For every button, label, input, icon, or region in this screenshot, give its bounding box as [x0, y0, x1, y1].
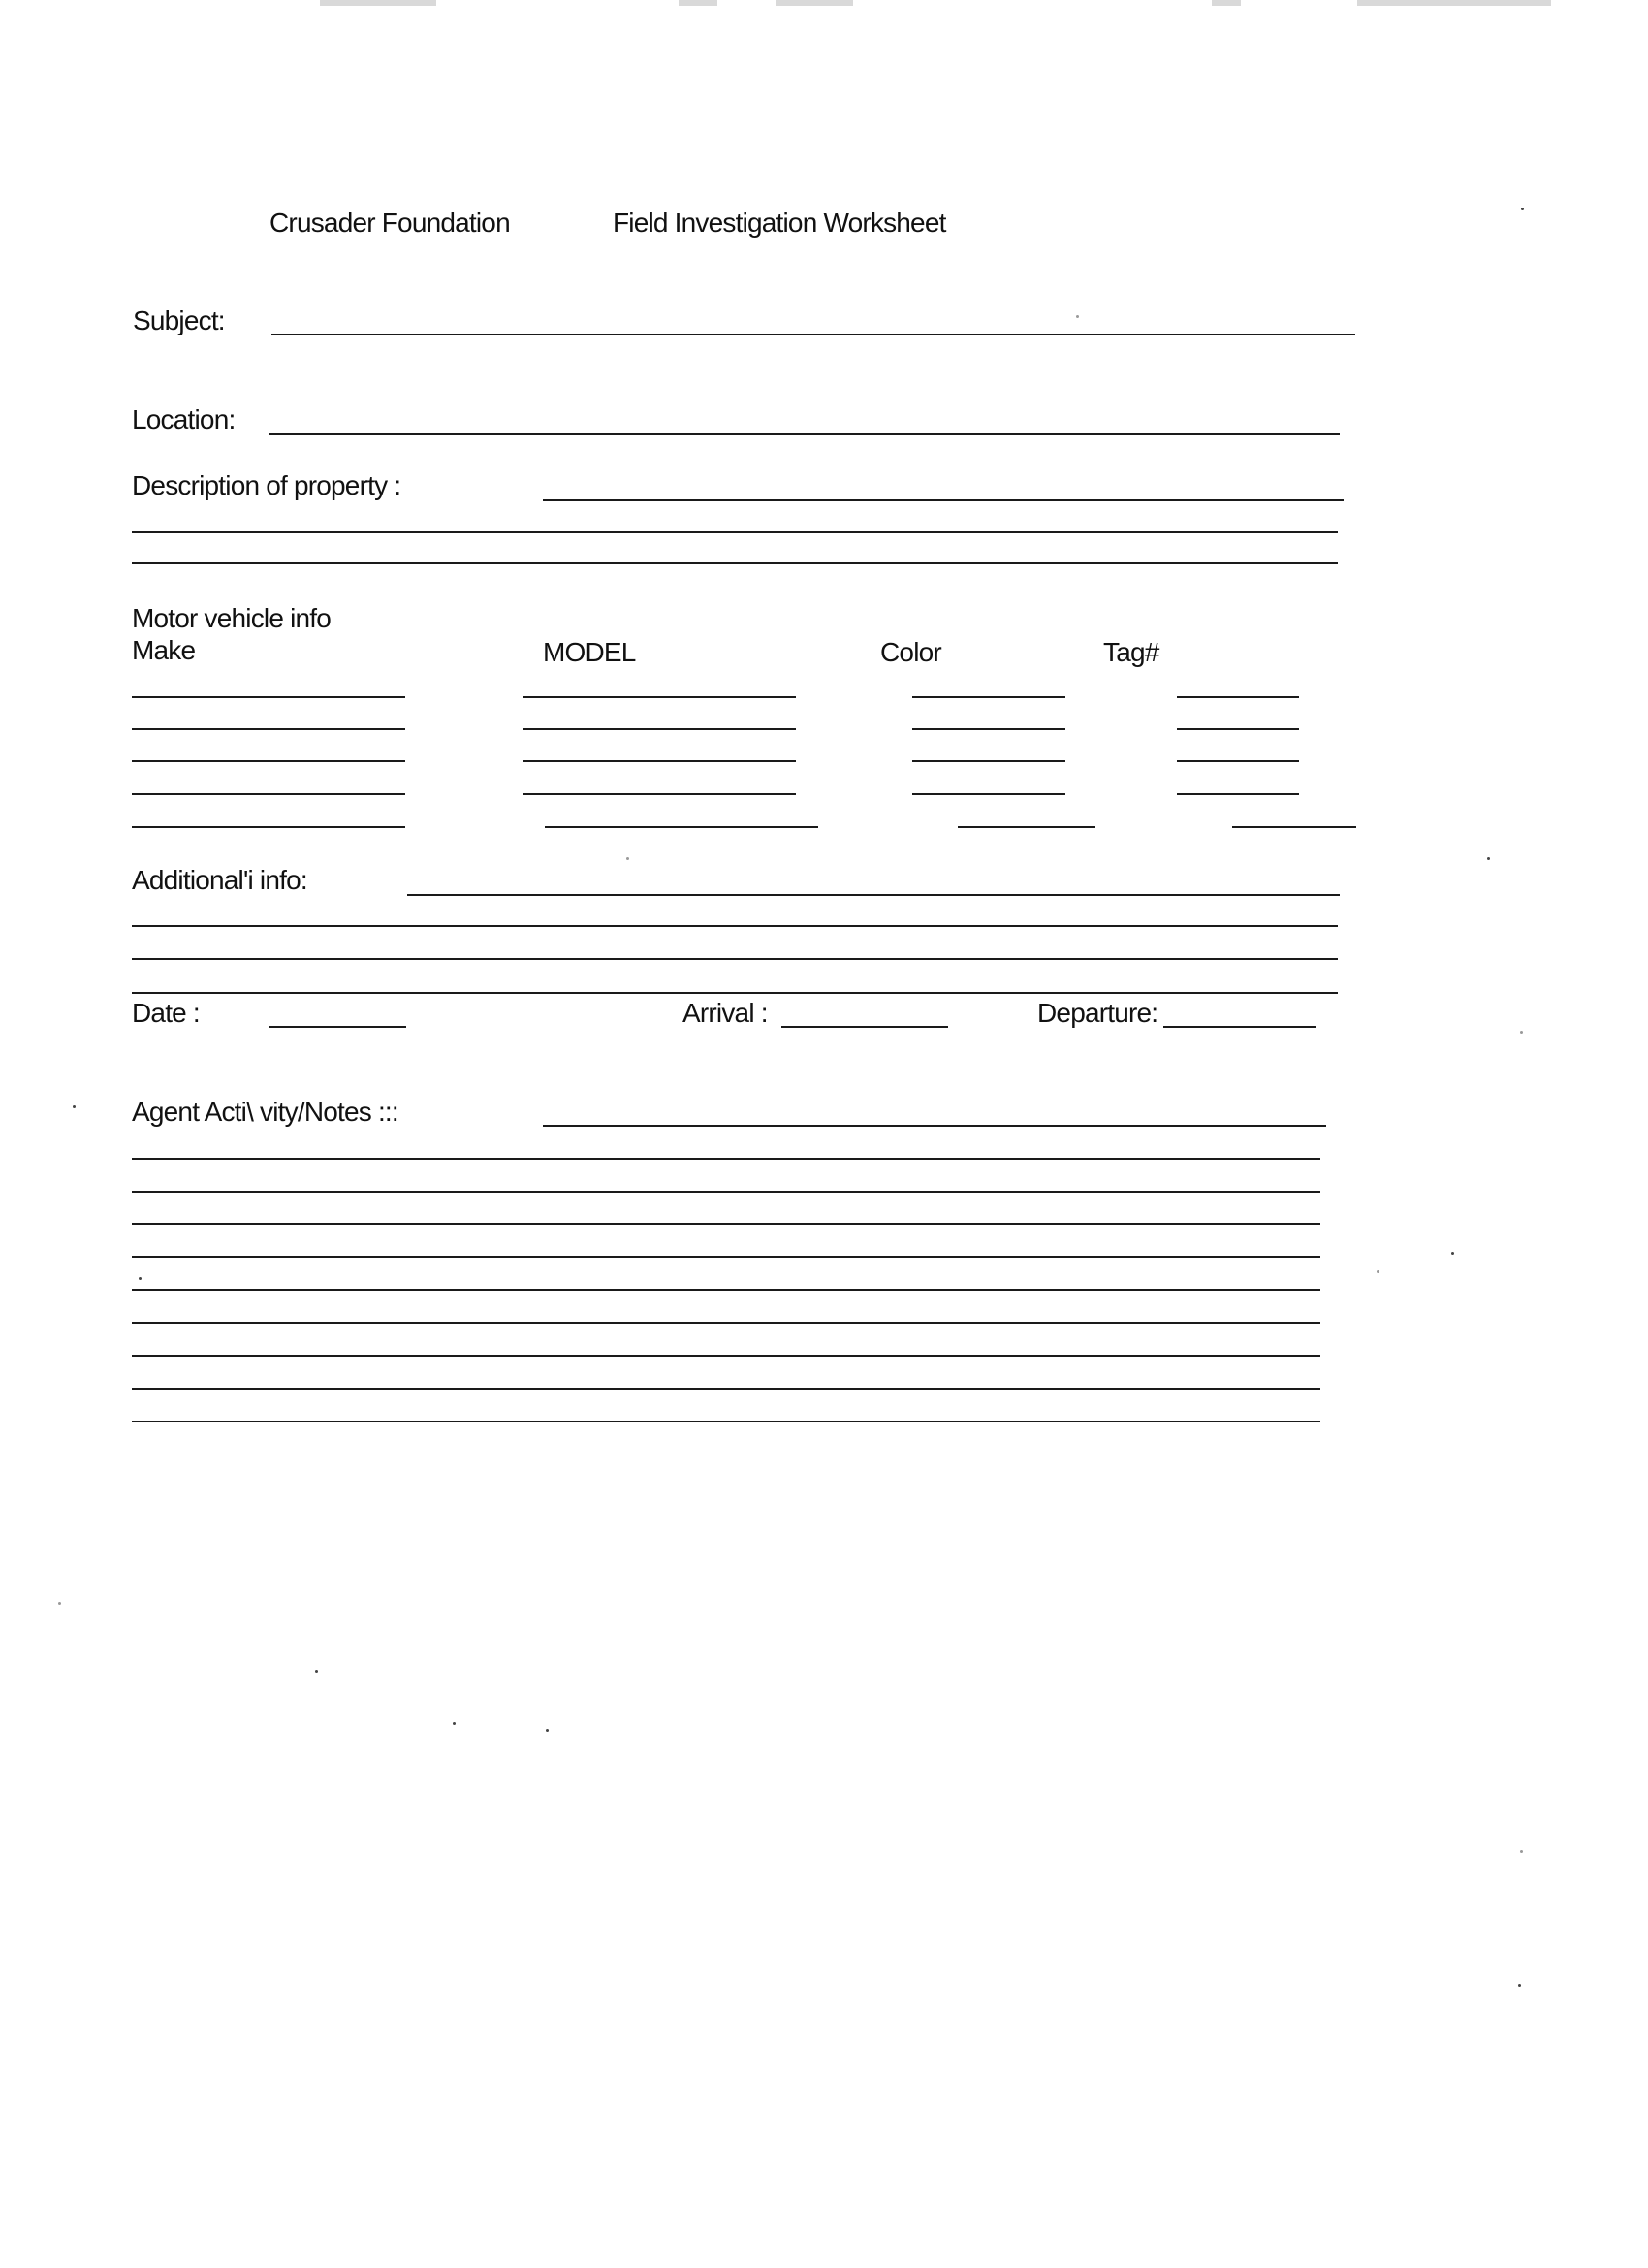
description-line-3[interactable] [132, 562, 1338, 564]
notes-line-1[interactable] [543, 1125, 1326, 1127]
model-line-5[interactable] [545, 826, 818, 828]
tag-line-1[interactable] [1177, 696, 1299, 698]
scan-speck [315, 1670, 318, 1673]
scan-speck [1451, 1252, 1454, 1255]
model-line-1[interactable] [523, 696, 796, 698]
scan-speck [73, 1105, 76, 1108]
scan-speck [1520, 1850, 1523, 1853]
tag-line-4[interactable] [1177, 793, 1299, 795]
additional-line-1[interactable] [407, 894, 1340, 896]
arrival-line[interactable] [781, 1026, 948, 1028]
departure-label: Departure: [1037, 998, 1158, 1028]
scan-speck [1487, 857, 1490, 860]
model-line-3[interactable] [523, 760, 796, 762]
motor-vehicle-label: Motor vehicle info [132, 603, 332, 633]
scan-top-edge [0, 0, 1648, 8]
make-line-5[interactable] [132, 826, 405, 828]
scan-speck [1518, 1984, 1521, 1987]
date-label: Date : [132, 998, 200, 1028]
color-line-5[interactable] [958, 826, 1095, 828]
additional-line-3[interactable] [132, 958, 1338, 960]
tag-line-3[interactable] [1177, 760, 1299, 762]
notes-line-9[interactable] [132, 1388, 1320, 1390]
make-column-header: Make [132, 635, 196, 665]
scan-speck [58, 1602, 61, 1605]
scan-speck [139, 1277, 142, 1280]
notes-line-2[interactable] [132, 1158, 1320, 1160]
tag-line-5[interactable] [1232, 826, 1356, 828]
agent-notes-label: Agent Acti\ vity/Notes ::: [132, 1097, 398, 1127]
description-line-2[interactable] [132, 531, 1338, 533]
additional-line-2[interactable] [132, 925, 1338, 927]
subject-line[interactable] [271, 334, 1355, 335]
description-line-1[interactable] [543, 499, 1344, 501]
color-line-2[interactable] [912, 728, 1065, 730]
color-column-header: Color [880, 637, 941, 667]
notes-line-8[interactable] [132, 1355, 1320, 1357]
date-line[interactable] [269, 1026, 406, 1028]
location-label: Location: [132, 404, 236, 434]
color-line-3[interactable] [912, 760, 1065, 762]
description-label: Description of property : [132, 470, 401, 500]
make-line-1[interactable] [132, 696, 405, 698]
make-line-3[interactable] [132, 760, 405, 762]
tag-line-2[interactable] [1177, 728, 1299, 730]
model-line-2[interactable] [523, 728, 796, 730]
departure-line[interactable] [1163, 1026, 1316, 1028]
model-line-4[interactable] [523, 793, 796, 795]
model-column-header: MODEL [543, 637, 636, 667]
notes-line-3[interactable] [132, 1191, 1320, 1193]
scan-speck [546, 1729, 549, 1732]
scan-speck [453, 1722, 456, 1725]
form-title: Field Investigation Worksheet [613, 208, 946, 238]
scan-speck [626, 857, 629, 860]
scan-speck [1521, 208, 1524, 210]
notes-line-4[interactable] [132, 1223, 1320, 1225]
location-line[interactable] [269, 433, 1340, 435]
make-line-2[interactable] [132, 728, 405, 730]
arrival-label: Arrival : [682, 998, 768, 1028]
scan-speck [1377, 1270, 1379, 1273]
make-line-4[interactable] [132, 793, 405, 795]
notes-line-10[interactable] [132, 1421, 1320, 1422]
org-name: Crusader Foundation [269, 208, 510, 238]
color-line-4[interactable] [912, 793, 1065, 795]
additional-line-4[interactable] [132, 992, 1338, 994]
notes-line-7[interactable] [132, 1322, 1320, 1324]
color-line-1[interactable] [912, 696, 1065, 698]
tag-column-header: Tag# [1103, 637, 1159, 667]
scan-speck [1520, 1031, 1523, 1034]
notes-line-5[interactable] [132, 1256, 1320, 1258]
scan-speck [1076, 315, 1079, 318]
notes-line-6[interactable] [132, 1289, 1320, 1291]
additional-info-label: Additional'i info: [132, 865, 307, 895]
subject-label: Subject: [133, 305, 225, 335]
